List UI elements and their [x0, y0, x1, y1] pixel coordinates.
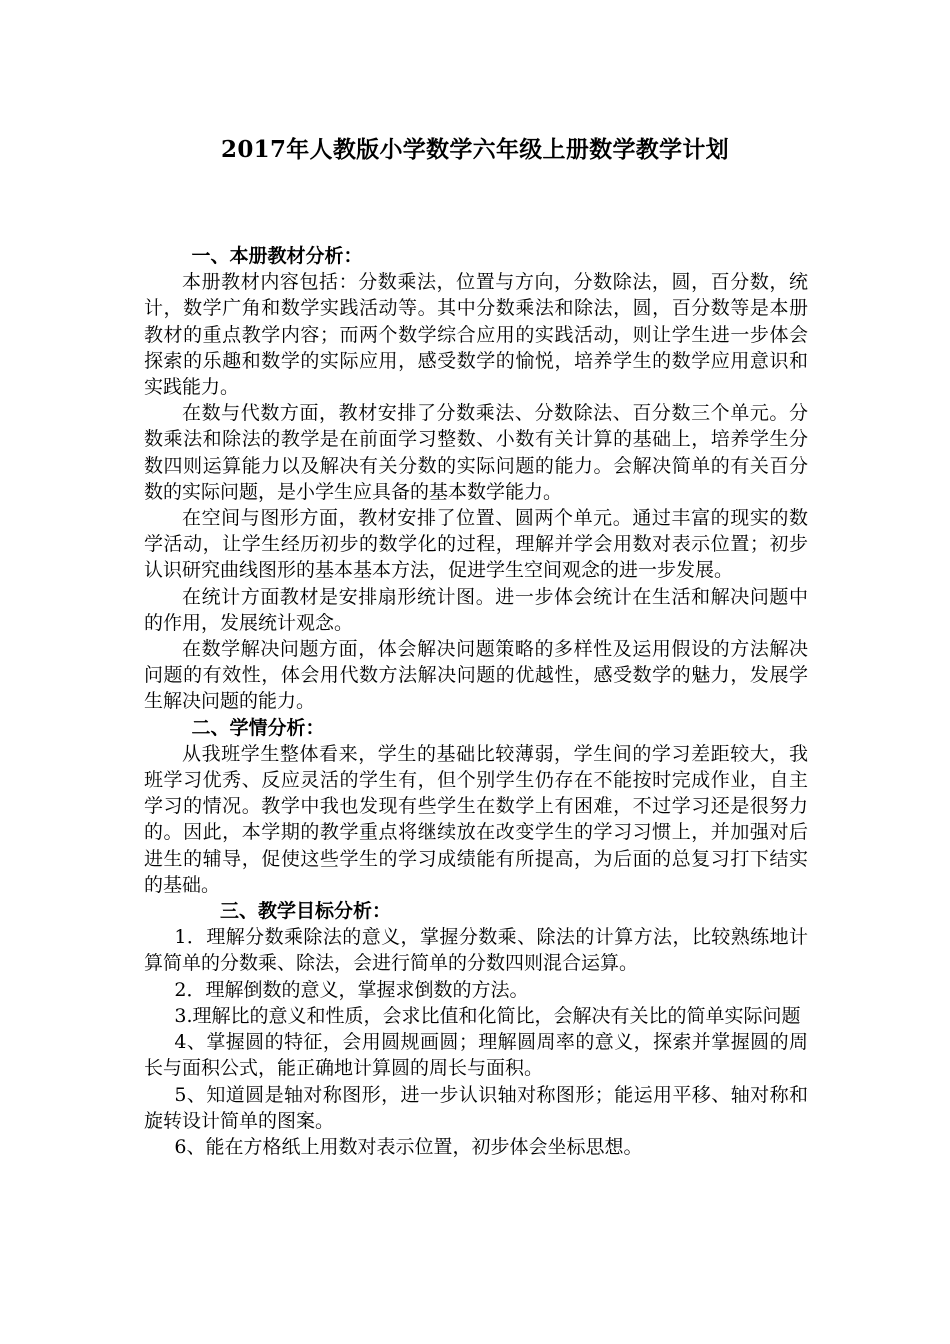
paragraph: 在统计方面教材是安排扇形统计图。进一步体会统计在生活和解决问题中的作用，发展统计观念。 [144, 585, 808, 634]
goal-item: 4、掌握圆的特征，会用圆规画圆；理解圆周率的意义，探索并掌握圆的周长与面积公式，能正确地计算圆的周长与面积。 [144, 1031, 808, 1080]
goal-item: 6、能在方格纸上用数对表示位置，初步体会坐标思想。 [174, 1135, 643, 1158]
paragraph: 在数学解决问题方面，体会解决问题策略的多样性及运用假设的方法解决问题的有效性，体会用代数方法解决问题的优越性，感受数学的魅力，发展学生解决问题的能力。 [144, 638, 808, 713]
paragraph: 从我班学生整体看来，学生的基础比较薄弱，学生间的学习差距较大，我班学习优秀、反应灵活的学生有，但个别学生仍存在不能按时完成作业，自主学习的情况。教学中我也发现有些学生在数学上有困难，不过学习还是很努力的。因此，本学期的教学重点将继续放在改变学生的学习习惯上，并加强对后进生的辅导，促使这些学生的学习成绩能有所提高，为后面的总复习打下结实的基础。 [144, 742, 808, 896]
paragraph: 本册教材内容包括：分数乘法，位置与方向，分数除法，圆，百分数，统计，数学广角和数学实践活动等。其中分数乘法和除法，圆，百分数等是本册教材的重点教学内容；而两个数学综合应用的实践活动，则让学生进一步体会探索的乐趣和数学的实际应用，感受数学的愉悦，培养学生的数学应用意识和实践能力。 [144, 271, 808, 399]
section-heading-textbook-analysis: 一、本册教材分析： [191, 245, 363, 267]
section-heading-teaching-goals: 三、教学目标分析： [220, 900, 392, 923]
document-body [144, 243, 808, 1160]
goal-item: 5、知道圆是轴对称图形，进一步认识轴对称图形；能运用平移、轴对称和旋转设计简单的图案。 [144, 1083, 808, 1132]
section-heading-student-analysis: 二、学情分析： [191, 716, 325, 739]
goal-item: 3.理解比的意义和性质，会求比值和化简比，会解决有关比的简单实际问题 [174, 1004, 801, 1027]
goal-item: 2．理解倒数的意义，掌握求倒数的方法。 [174, 978, 529, 1001]
paragraph: 在数与代数方面，教材安排了分数乘法、分数除法、百分数三个单元。分数乘法和除法的教学是在前面学习整数、小数有关计算的基础上，培养学生分数四则运算能力以及解决有关分数的实际问题的能力。会解决简单的有关百分数的实际问题，是小学生应具备的基本数学能力。 [144, 402, 808, 503]
document-title: 2017年人教版小学数学六年级上册数学教学计划 [221, 136, 729, 163]
goal-item: 1．理解分数乘除法的意义，掌握分数乘、除法的计算方法，比较熟练地计算简单的分数乘、除法，会进行简单的分数四则混合运算。 [144, 926, 808, 975]
paragraph: 在空间与图形方面，教材安排了位置、圆两个单元。通过丰富的现实的数学活动，让学生经历初步的数学化的过程，理解并学会用数对表示位置；初步认识研究曲线图形的基本基本方法，促进学生空间观念的进一步发展。 [144, 507, 808, 582]
